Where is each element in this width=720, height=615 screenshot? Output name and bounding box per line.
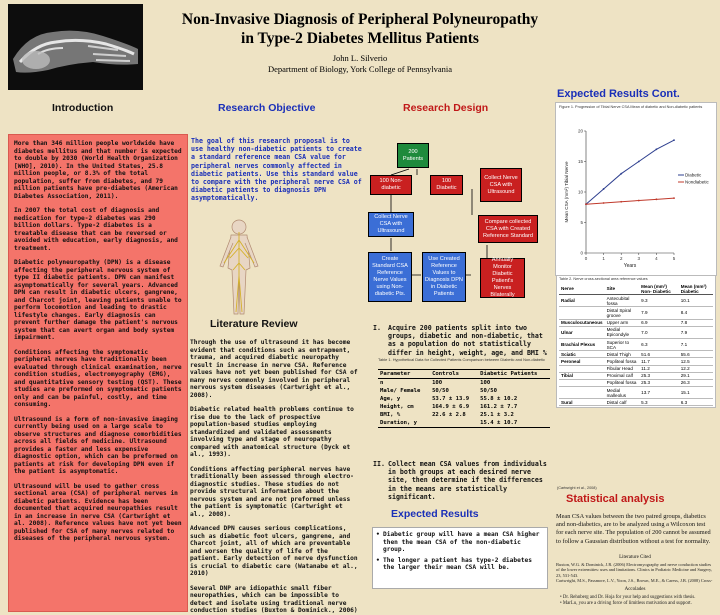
data-point <box>620 201 622 203</box>
table-cell: 25.3 <box>639 372 679 379</box>
table-cell: 9.3 <box>639 295 679 307</box>
accolades-heading: Accolades <box>624 587 646 592</box>
data-point <box>673 139 675 141</box>
table-cell <box>430 419 478 428</box>
flow-node-collect-non-diabetic: Collect Nerve CSA with Ultrasound <box>368 212 414 237</box>
flow-node-diabetic: 100 Diabetic <box>430 175 463 195</box>
table-row <box>378 387 550 395</box>
list-item: • Dr. Rehnberg and Dr. Hoja for your help and suggestions with thesis. <box>560 595 696 600</box>
table-cell: 13.7 <box>639 387 679 399</box>
table-cell: Medial Epicondyle <box>605 326 640 338</box>
table-cell: Superior to SCA <box>605 338 640 350</box>
table-cell: Fibular Head <box>605 365 640 372</box>
table-cell: 10.1 <box>679 295 713 307</box>
poster-title: Non-Invasive Diagnosis of Peripheral Polyneuropathy in Type-2 Diabetes Mellitus Patients <box>181 11 539 47</box>
table-cell: 7.0 <box>639 326 679 338</box>
table-cell: 100 <box>480 380 491 386</box>
chart-title: Figure 1. Progression of Tibial Nerve CSA Mean of diabetic and Non-diabetic patients <box>559 105 703 109</box>
table-cell: 50/50 <box>432 388 449 394</box>
flow-node-compare: Compare collected CSA with Created Reference Standard <box>478 215 538 243</box>
y-axis-label: Mean CSA (mm²) Tibial Nerve <box>564 161 569 223</box>
y-tick-label: 0 <box>580 250 583 256</box>
table-row <box>559 338 713 350</box>
table-row <box>559 387 713 399</box>
table-row <box>559 358 713 365</box>
flow-node-non-diabetic: 100 Non-diabetic <box>370 175 412 195</box>
table-cell: Antecubital fossa <box>605 295 640 307</box>
list-item: • The longer a patient has type-2 diabetes the larger their mean CSA will be. <box>376 556 533 571</box>
nerve-table-panel <box>556 275 716 408</box>
table-cell <box>559 365 605 372</box>
nerve-table-caption: Table 2. Nerve cross-sectional area reference values <box>559 277 648 281</box>
nervous-system-figure <box>210 218 268 318</box>
x-tick-label: 3 <box>637 256 641 261</box>
affiliation: Department of Biology, York College of Pennsylvania <box>267 64 453 74</box>
expected-results-heading: Expected Results <box>391 508 479 520</box>
table-cell: 6.3 <box>679 399 713 406</box>
table-row <box>559 379 713 386</box>
statistical-analysis-text: Mean CSA values between the two paired groups, diabetics and non-diabetics, are to be analyzed using a Wilcoxon test for each nerve site. The population of 200 cannot be assumed to follow a Gaussian distribution without a test for normality. <box>556 513 711 545</box>
table-cell: 100 <box>432 380 443 386</box>
x-tick-label: 5 <box>672 256 676 261</box>
flow-node-monitor: Annually Monitor Diabetic Patient's Nerves Bilaterally <box>480 258 525 298</box>
reference-item: Buxton, W.G. & Dominick, J.R. (2006) Electromyography and nerve conduction studies of the lower extremities: uses and limitations. Clinics in Podiatric Medicine and Surgery, 23, 531-543. <box>556 562 712 578</box>
literature-review-heading: Literature Review <box>210 318 298 330</box>
column-header: Diabetic Patients <box>480 371 538 377</box>
table-row <box>559 399 713 406</box>
table-row <box>378 379 550 388</box>
table-cell: Height, cm <box>380 404 414 410</box>
flow-node-200-patients: 200 Patients <box>397 143 429 168</box>
table-cell: 25.3 <box>639 379 679 386</box>
table-cell: 161.2 ± 7.7 <box>480 404 518 410</box>
legend-entry: Diabetic <box>685 172 702 178</box>
table-cell: 6.3 <box>639 338 679 350</box>
intro-paragraph: More than 346 million people worldwide have diabetes mellitus and that number is expected to double by 2030 (World Health Organization [WHO], 2010). In the United States, 25.8 million people, or 8.3% of the total population, suffer from diabetes, and 79 million patients have pre-diabetes (American Diabetes Association, 2011). <box>14 140 182 200</box>
data-point <box>603 188 605 190</box>
x-tick-label: 2 <box>619 256 623 261</box>
table-cell: Brachial Plexus <box>559 338 605 350</box>
data-point <box>620 173 622 175</box>
legend-entry: Nondiabetic <box>685 179 709 185</box>
column-header: Mean (mm²) Non- Diabetic <box>639 283 679 295</box>
column-header: Parameter <box>380 371 411 377</box>
chart-panel <box>555 102 717 276</box>
list-item: • MarLu, you are a driving force of limitless motivation and support. <box>560 601 692 606</box>
patient-table-caption: Table 1. Hypothetical Data for Collected Patients Comparison between Diabetic and Non-diabetic <box>378 357 545 362</box>
table-cell: Radial <box>559 295 605 307</box>
data-point <box>638 200 640 202</box>
table-cell: Upper arm <box>605 319 640 326</box>
table-row <box>378 395 550 403</box>
data-point <box>585 203 587 205</box>
x-tick-label: 0 <box>584 256 588 261</box>
table-cell: 7.9 <box>679 326 713 338</box>
table-row <box>559 295 713 307</box>
table-cell: 12.2 <box>679 365 713 372</box>
author: John L. Silverio <box>332 53 388 63</box>
table-cell: 55.6 <box>679 351 713 358</box>
y-tick-label: 10 <box>577 189 583 195</box>
table-cell: Popliteal fossa <box>605 379 640 386</box>
table-row <box>559 351 713 358</box>
table-row <box>378 403 550 411</box>
column-header: Controls <box>432 371 460 377</box>
intro-paragraph: Ultrasound will be used to gather cross sectional area (CSA) of peripheral nerves in diabetic patients. Evidence has been documented that acquired neuropathies result in an increase in nerve CSA (Cartwright et al. 2008). Reference values have not yet been published for CSA of many nerves related to diseases of the peripheral nervous system. <box>14 482 182 542</box>
data-point <box>673 197 675 199</box>
intro-paragraph: In 2007 the total cost of diagnosis and medication for type-2 diabetes was 290 billion dollars. Type-2 diabetes is a treatable disease that can be reversed or avoided with education, early diagnosis, and treatment. <box>14 207 178 252</box>
table-cell: 51.6 <box>639 351 679 358</box>
patient-table <box>378 369 550 428</box>
table-cell: 26.3 <box>679 379 713 386</box>
table-cell: Popliteal fossa <box>605 358 640 365</box>
table-cell: Duration, y <box>380 420 418 426</box>
table-cell: 8.4 <box>679 307 713 319</box>
table-cell: 7.1 <box>679 338 713 350</box>
table-cell: Ulnar <box>559 326 605 338</box>
intro-paragraph: Conditions affecting the symptomatic peripheral nerves have traditionally been evaluated through clinical examination, nerve condition studies, electromyography (EMG), and quantitative sensory testing (QST). These studies are preformed on symptomatic patients only and can be painful, costly, and time consuming. <box>14 348 182 408</box>
statistical-analysis-heading: Statistical analysis <box>566 493 665 505</box>
y-tick-label: 20 <box>577 128 583 134</box>
table-header-row <box>559 283 713 295</box>
lit-paragraph: Advanced DPN causes serious complications, such as diabetic foot ulcers, gangrene, and Charcot joint, all of which are preventable and worsen the quality of life of the patient. Early detection of nerve dysfunction is crucial to diabetic care (Watanabe et al., 2010) <box>190 525 358 577</box>
column-header: Nerve <box>559 283 605 295</box>
table-cell: Sciatic <box>559 351 605 358</box>
table-cell: 50/50 <box>480 388 498 394</box>
table-cell: BMI, % <box>380 412 401 418</box>
table-row <box>378 419 550 428</box>
line-chart <box>556 103 716 271</box>
table-cell: Sural <box>559 399 605 406</box>
research-design-heading: Research Design <box>403 102 489 114</box>
table-cell: 22.6 ± 2.8 <box>432 412 466 418</box>
table-cell: Peroneal <box>559 358 605 365</box>
x-tick-label: 4 <box>655 256 658 261</box>
table-cell: n <box>380 380 384 386</box>
flow-node-create-reference: Create Standard CSA Reference Nerve Values using Non-diabetic Pts. <box>368 252 412 302</box>
table-cell: 164.9 ± 6.9 <box>432 404 470 410</box>
foot-xray-image <box>8 4 143 90</box>
table-cell: Medial malleolus <box>605 387 640 399</box>
lit-paragraph: Several DNP are idiopathic small fiber neuropathies, which can be impossible to detect and isolate using traditional nerve conduction studies (Buxton & Dominick., 2006) <box>190 584 358 614</box>
table-cell: 15.1 <box>679 387 713 399</box>
nerve-table-source: (Cartwright et al., 2008) <box>557 486 597 490</box>
column-header: Site <box>605 283 640 295</box>
table-cell: 5.3 <box>639 399 679 406</box>
lit-paragraph: Through the use of ultrasound it has become evident that conditions such as entrapment, trauma, and acquired diabetic neuropathy result in increase in nerve CSA. Reference values have not yet been published for CSA of many nerves commonly involved in peripheral nervous system diseases (Cartwright et al., 2008). <box>190 339 358 399</box>
table-cell: Age, y <box>380 396 401 402</box>
reference-item: Cartwright, M.S., Passmore, L.V., Yoon, J.S., Brown, M.E., & Caress, J.B. (2008) Cross- <box>556 578 713 584</box>
table-cell: 12.5 <box>679 358 713 365</box>
y-tick-label: 15 <box>577 159 583 164</box>
list-item: • Diabetic group will have a mean CSA higher then the mean CSA of the non-diabetic group. <box>376 531 540 553</box>
lit-paragraph: Conditions affecting peripheral nerves have traditionally been assessed through electro-diagnostic studies. These studies do not provide structural information about the nervous system and are not preformed unless the patient is symptomatic (Cartwright et al., 2008). <box>190 465 354 518</box>
table-row <box>378 411 550 419</box>
table-cell: 6.9 <box>639 319 679 326</box>
table-header-row <box>378 370 550 379</box>
expected-results-box <box>372 527 548 589</box>
table-cell: 55.8 ± 10.2 <box>480 396 518 402</box>
table-cell <box>559 387 605 399</box>
expected-results-cont-heading: Expected Results Cont. <box>557 88 680 100</box>
table-cell: 25.1 ± 3.2 <box>480 412 514 418</box>
table-cell <box>559 379 605 386</box>
table-cell: Male/ Female <box>380 388 421 394</box>
table-cell: 53.7 ± 13.9 <box>432 396 470 402</box>
table-cell: Proximal calf <box>605 372 640 379</box>
data-point <box>603 202 605 204</box>
series-line-diabetic <box>586 140 674 204</box>
table-cell: Distal Spiral groove <box>605 307 640 319</box>
step-1-text: Acquire 200 patients split into two groups, diabetic and non-diabetic, that as a population do not statistically differ in height, weight, age, and BMI % <box>388 324 547 357</box>
data-point <box>638 161 640 163</box>
flow-node-use-reference: Use Created Reference Values to Diagnosis DPN in Diabetic Patients <box>422 252 466 302</box>
literature-review-body <box>190 339 360 615</box>
introduction-box <box>8 134 188 612</box>
table-cell: 15.4 ± 10.7 <box>480 420 518 426</box>
research-objective-heading: Research Objective <box>218 102 316 114</box>
table-cell: 7.9 <box>639 307 679 319</box>
data-point <box>656 198 658 200</box>
lit-paragraph: Diabetic related health problems continue to rise due to the lack of prospective population-based studies employing standardized and validated assessments involving type and stage of neuropathy compared with anatomical structure (Dyck et al., 1993). <box>190 406 354 458</box>
introduction-heading: Introduction <box>52 102 114 114</box>
x-tick-label: 1 <box>602 256 605 261</box>
step-2-text: Collect mean CSA values from individuals in both groups at each desired nerve site, then determine if the differences in the means are statistically significant. <box>388 460 547 501</box>
research-objective-text: The goal of this research proposal is to use healthy non-diabetic patients to create a standard reference mean CSA value for peripheral nerves commonly affected in diabetic patients. Use this standard value to compare with the peripheral nerve CSA of diabetic patients to diagnosis DPN asymptomatically. <box>191 137 362 203</box>
table-cell: Distal calf <box>605 399 640 406</box>
step-1-number: I. <box>373 324 381 332</box>
column-header: Mean (mm²) Diabetic <box>679 283 713 295</box>
intro-paragraph: Ultrasound is a form of non-invasive imaging currently being used on a large scale to observe structures and diagnose comorbidities across all fields of medicine. Ultrasound provides a faster and less expensive diagnostic option, which can be preformed on patients at risk for developing DPN even if the patient is asymptomatic. <box>14 415 182 475</box>
step-2-number: II. <box>373 460 385 468</box>
table-cell: Tibial <box>559 372 605 379</box>
table-row <box>559 319 713 326</box>
table-cell: 7.8 <box>679 319 713 326</box>
intro-paragraph: Diabetic polyneuropathy (DPN) is a disease affecting the peripheral nervous system of type II diabetic patients. DPN can manifest asymptomatically for several years. Advanced DPN can result in diabetic ulcers, gangrene, and Charcot joint, leaving patients unable to perform locomotion and leading to drastic lifestyle changes. Early diagnosis can prevent further damage the patient's nervous system that can avert organ and body system impairment. <box>14 259 182 341</box>
author-block <box>130 53 590 75</box>
table-cell: 29.1 <box>679 372 713 379</box>
y-tick-label: 5 <box>580 220 583 225</box>
data-point <box>656 148 658 150</box>
table-row <box>559 365 713 372</box>
table-cell <box>559 307 605 319</box>
flow-node-collect-diabetic: Collect Nerve CSA with Ultrasound <box>480 168 522 202</box>
table-row <box>559 326 713 338</box>
nerve-table <box>559 283 713 406</box>
series-line-nondiabetic <box>586 198 674 204</box>
table-cell: Musculocutaneous <box>561 320 603 326</box>
literature-cited-heading: Literature Cited <box>619 555 651 560</box>
table-cell: Distal Thigh <box>605 351 640 358</box>
table-row <box>559 372 713 379</box>
accolades-list <box>560 595 714 607</box>
x-axis-label: Years <box>623 263 637 269</box>
table-cell: 11.7 <box>639 358 679 365</box>
table-cell: 11.2 <box>639 365 679 372</box>
table-row <box>559 307 713 319</box>
references-list <box>556 562 714 584</box>
